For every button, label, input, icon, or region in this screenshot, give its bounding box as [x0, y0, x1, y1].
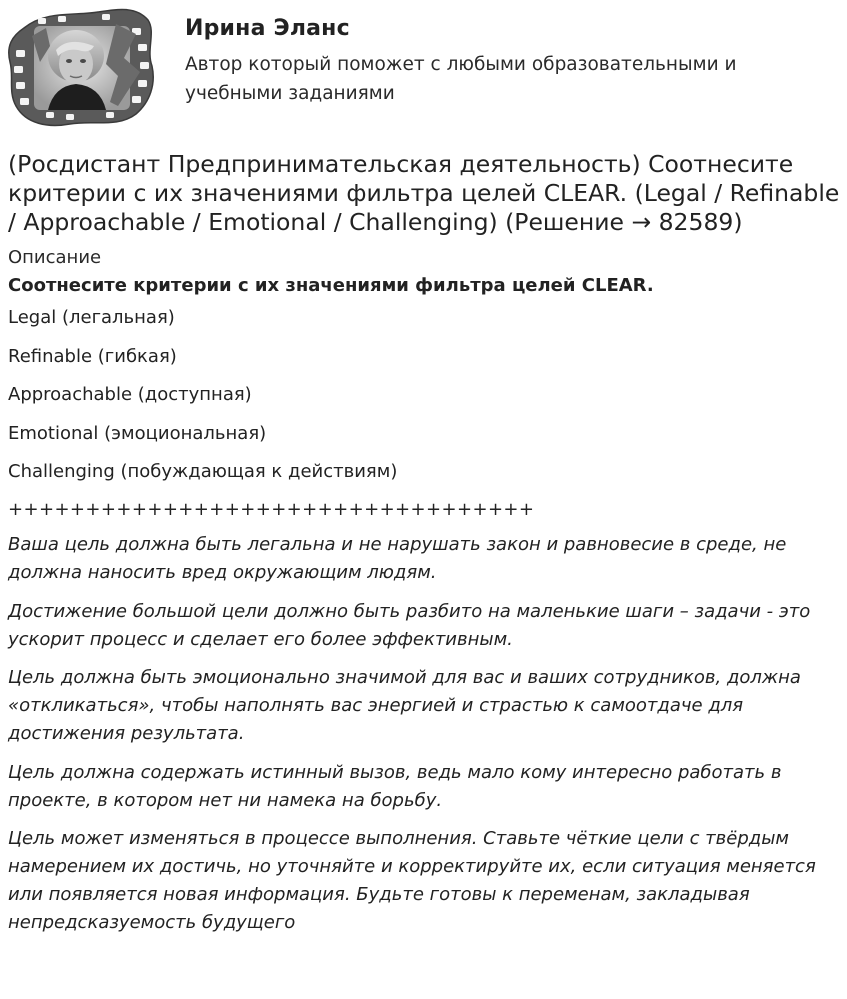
meaning-item: Достижение большой цели должно быть разбито на маленькие шаги – задачи - это ускорит процесс и сделает его более эффективным.: [8, 600, 811, 650]
meaning-item: Цель должна быть эмоционально значимой для вас и ваших сотрудников, должна «откликаться», чтобы наполнять вас энергией и страстью к самоотдаче для достижения результата.: [8, 667, 801, 744]
meaning-item: Ваша цель должна быть легальна и не нарушать закон и равновесие в среде, не должна наносить вред окружающим людям.: [8, 534, 787, 583]
page-title: (Росдистант Предпринимательская деятельность) Соотнесите критерии с их значениями фильтра целей CLEAR. (Legal / Refinable / Approachable / Emotional / Challenging) (Решение → 82589): [8, 150, 840, 236]
criterion-emotional: Emotional (эмоциональная): [8, 422, 267, 444]
criterion-refinable: Refinable (гибкая): [8, 345, 177, 367]
criterion-approachable: Approachable (доступная): [8, 384, 252, 405]
meanings-list: [8, 531, 840, 937]
meaning-item: Цель должна содержать истинный вызов, ведь мало кому интересно работать в проекте, в котором нет ни намека на борьбу.: [8, 761, 782, 811]
author-photo-filmstrip-icon: [6, 6, 156, 128]
author-name[interactable]: Ирина Эланс: [185, 16, 350, 41]
avatar[interactable]: [6, 6, 156, 128]
author-card: [6, 6, 841, 128]
task-lead: Соотнесите критерии с их значениями фильтра целей CLEAR.: [8, 275, 654, 296]
author-description: Автор который поможет с любыми образовательными и учебными заданиями: [185, 54, 737, 104]
description-label: Описание: [8, 247, 102, 268]
meaning-item: Цель может изменяться в процессе выполнения. Ставьте чёткие цели с твёрдым намерением их достичь, но уточняйте и корректируйте их, если ситуация меняется или появляется новая информация. Будьте готовы к переменам, закладывая непредсказуемость будущего: [8, 828, 816, 933]
criterion-legal: Legal (легальная): [8, 307, 175, 328]
criteria-list: [8, 307, 840, 483]
task-content: [8, 150, 840, 948]
criterion-challenging: Challenging (побуждающая к действиям): [8, 461, 398, 482]
separator: ++++++++++++++++++++++++++++++++++: [8, 499, 535, 520]
